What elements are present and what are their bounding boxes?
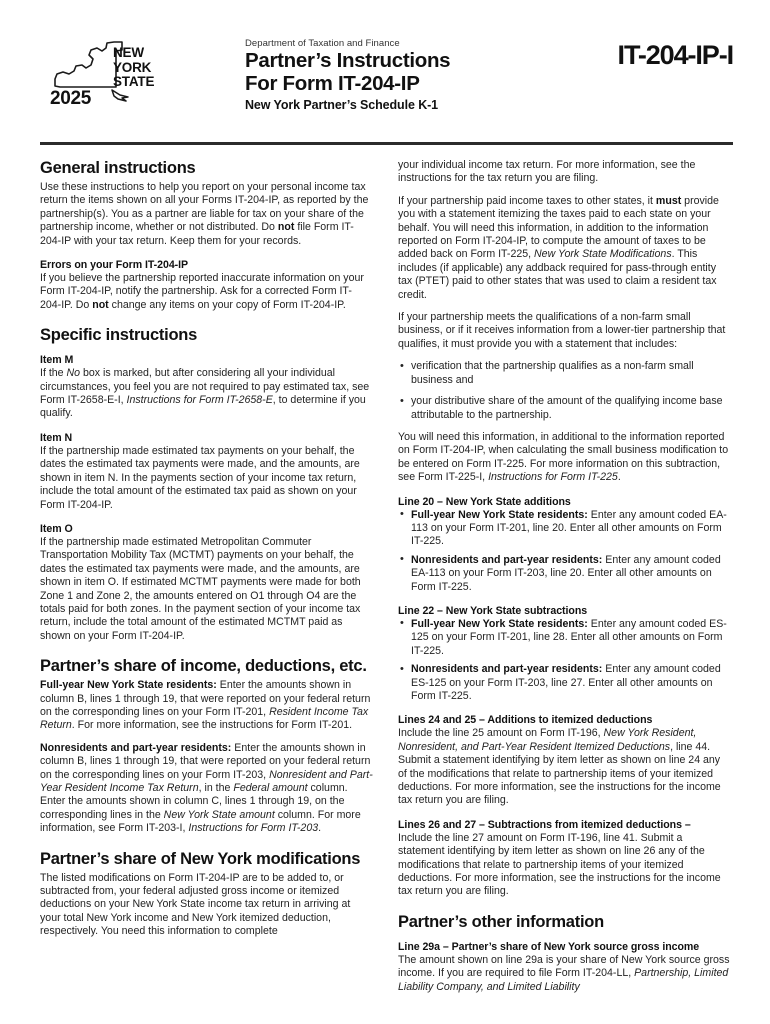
heading-item-n: Item N: [40, 431, 73, 444]
paragraph-line-29a: [398, 954, 731, 994]
item-m-part-a: If the: [40, 367, 67, 380]
line20-b2-text: Enter any amount coded EA-113 on your Form IT-203, line 20. Enter all other amounts on Form IT-225.: [411, 553, 721, 593]
logo-line-new: NEW: [113, 45, 144, 60]
nonres-part-a: Enter the amounts shown in column B, lines 1 through 19, that were reported on your federal return on the corresponding lines on your Form IT-203,: [40, 741, 371, 781]
page-title-line1: Partner’s Instructions: [245, 49, 451, 72]
nonres-italic-instructions: Instructions for Form IT-203: [188, 822, 319, 835]
paragraph-item-n: If the partnership made estimated tax payments on your behalf, the dates the estimated tax payments were made, and the amounts, are shown in item N. In the payments section of your income tax return, include the total amount of the estimated tax paid as shown on your Form IT-204-IP.: [40, 444, 360, 511]
nonres-italic-federal-amount: Federal amount: [233, 782, 308, 794]
new-york-state-logo: [50, 38, 180, 124]
item-m-part-b: box is marked, but after considering all your individual circumstances, you feel you are not required to pay estimated tax, see Form IT-2658-E-I,: [40, 367, 370, 407]
line22-b2-label: Nonresidents and part-year residents:: [411, 663, 603, 676]
nonres-italic-form-title: Nonresident and Part-Year Resident Income Tax Return: [40, 768, 373, 794]
paragraph-lines-26-27: Include the line 27 amount on Form IT-196, line 41. Submit a statement identifying by item letter as shown on line 26 any of the modifications that relate to partnership items of your itemized deductions. For more information, see the instructions for the income tax return you are filing.: [398, 831, 721, 898]
line20-b1-text: Enter any amount coded EA-113 on your Form IT-201, line 20. Enter all other amounts on Form IT-225.: [411, 508, 727, 548]
list-small-business-requirements: [398, 360, 731, 422]
heading-lines-26-27: Lines 26 and 27 – Subtractions from itemized deductions –: [398, 818, 691, 831]
other-states-part-c: . This includes (if applicable) any addback required for pass-through entity tax (PTET) paid to other states that was used to claim a resident tax credit.: [398, 248, 717, 301]
item-m-part-c: , to determine if you qualify.: [40, 394, 366, 420]
header-divider: [40, 142, 733, 145]
heading-item-o: Item O: [40, 522, 73, 535]
paragraph-item-m: [40, 367, 373, 421]
errors-emphasis: not: [92, 298, 109, 311]
paragraph-general-intro: [40, 181, 373, 248]
small-biz-after-italic: Instructions for Form IT-225: [488, 471, 618, 484]
fullyear-label: Full-year New York State residents:: [40, 679, 217, 692]
line22-b2-text: Enter any amount coded ES-125 on your Form IT-203, line 27. Enter all other amounts on Form IT-225.: [411, 663, 721, 702]
lines2425-part-b: , line 44. Submit a statement identifying by item letter as shown on line 24 any of the modifications that relate to partnership items of your itemized deductions. For more information, see the instructions for the income tax return you are filing.: [398, 740, 721, 807]
title-block: [245, 38, 575, 112]
lines2425-part-a: Include the line 25 amount on Form IT-196,: [398, 727, 604, 740]
paragraph-nonresidents: [40, 742, 373, 836]
heading-line-22: Line 22 – New York State subtractions: [398, 604, 588, 617]
fullyear-italic-form-title: Resident Income Tax Return: [40, 705, 369, 732]
other-states-part-b: provide you with a statement itemizing the taxes paid to each state on your behalf. You will need this information, in addition to the information reported on Form IT-204-IP, to compute the amount of taxes to be added back on Form IT-225,: [398, 194, 719, 261]
line29a-part-a: The amount shown on line 29a is your share of New York source gross income. If you are required to file Form IT-204-LL,: [398, 953, 730, 980]
logo-wordmark: [113, 46, 154, 90]
paragraph-errors: [40, 272, 373, 312]
heading-line-29a: Line 29a – Partner’s share of New York source gross income: [398, 940, 700, 953]
fullyear-part-a: Enter the amounts shown in column B, lines 1 through 19, that were reported on your federal return on the corresponding lines on your Form IT-201,: [40, 679, 371, 718]
general-p1-part-a: Use these instructions to help you report on your personal income tax return the items shown on all your Forms IT-204-IP, as reported by the partnership(s). You as a partner are liable for tax on your share of the partnership income, whether or not distributed. Do: [40, 181, 369, 234]
paragraph-ny-modifications: The listed modifications on Form IT-204-IP are to be added to, or subtracted from, your federal adjusted gross income or itemized deductions on your New York State income tax return in arriving at your total New York income and New York itemized deduction, respectively. You need this information to complete: [40, 871, 351, 938]
heading-errors-on-form: Errors on your Form IT-204-IP: [40, 259, 189, 272]
other-states-part-a: If your partnership paid income taxes to other states, it: [398, 194, 656, 207]
heading-share-of-income: Partner’s share of income, deductions, etc.: [40, 657, 367, 676]
list-line-20: [398, 509, 731, 594]
page-header: [40, 38, 733, 134]
item-m-italic-no: No: [66, 367, 81, 380]
right-column: [398, 159, 731, 994]
line20-b2-label: Nonresidents and part-year residents:: [411, 553, 603, 566]
paragraph-other-states: [398, 195, 731, 302]
page-subtitle: New York Partner’s Schedule K-1: [245, 98, 439, 112]
list-item: [398, 509, 731, 549]
paragraph-small-business-after: [398, 431, 731, 485]
heading-other-information: Partner’s other information: [398, 912, 604, 931]
errors-part-b: change any items on your copy of Form IT-204-IP.: [108, 298, 346, 311]
page-title-line2: For Form IT-204-IP: [245, 71, 420, 95]
paragraph-small-business-intro: If your partnership meets the qualifications of a non-farm small business, or if it receives information from a lower-tier partnership that qualifies, it must provide you with a statement that includes:: [398, 311, 726, 350]
list-item: • verification that the partnership qualifies as a non-farm small business and: [398, 360, 731, 387]
heading-ny-modifications: Partner’s share of New York modifications: [40, 849, 361, 868]
logo-line-state: STATE: [113, 74, 155, 89]
general-p1-emphasis: not: [277, 221, 295, 234]
errors-part-a: If you believe the partnership reported inaccurate information on your Form IT-204-IP, notify the partnership. Ask for a corrected Form IT-204-IP. Do: [40, 272, 364, 311]
line29a-italic-form-title: Partnership, Limited Liability Company, and Limited Liability: [398, 967, 729, 993]
fullyear-part-b: . For more information, see the instructions for Form IT-201.: [71, 719, 353, 732]
list-line-22: [398, 618, 731, 703]
heading-general-instructions: General instructions: [40, 159, 196, 177]
line22-b1-label: Full-year New York State residents:: [411, 617, 588, 630]
lines2425-italic-form-title: New York Resident, Nonresident, and Part-Year Resident Itemized Deductions: [398, 727, 697, 753]
heading-lines-24-25: Lines 24 and 25 – Additions to itemized deductions: [398, 714, 653, 727]
heading-line-20: Line 20 – New York State additions: [398, 495, 571, 508]
paragraph-item-o: If the partnership made estimated Metropolitan Commuter Transportation Mobility Tax (MCTMT) payments on your behalf, the dates the estimated tax payments were made, and the amounts, are shown in item O. If estimated MCTMT payments were made for both Zone 1 and Zone 2, the amounts entered on O1 through O4 are the totals paid for both zones. In the payment section of your income tax return, include the total amount of the estimated MCTMT paid as shown on your Form IT-204-IP.: [40, 535, 361, 642]
line20-b1-label: Full-year New York State residents:: [411, 508, 588, 521]
nonres-label: Nonresidents and part-year residents:: [40, 741, 232, 754]
small-biz-after-part-b: .: [617, 471, 621, 484]
other-states-italic-form-title: New York State Modifications: [534, 248, 672, 261]
list-item: • your distributive share of the amount of the qualifying income base attributable to the partnership.: [398, 395, 731, 422]
form-number: IT-204-IP-I: [617, 40, 733, 70]
small-biz-after-part-a: You will need this information, in additional to the information reported on Form IT-204-IP, when calculating the small business modification to be entered on Form IT-225. For more information on this subtraction, see Form IT-225-I,: [398, 430, 729, 484]
paragraph-fullyear-residents: [40, 679, 373, 733]
item-m-italic-form-title: Instructions for Form IT-2658-E: [126, 394, 273, 407]
body-columns: [40, 159, 733, 994]
nonres-part-b: , in the: [198, 782, 234, 794]
nonres-part-e: .: [318, 822, 322, 835]
general-p1-part-b: file Form IT-204-IP with your tax return. Keep them for your records.: [40, 221, 354, 247]
heading-specific-instructions: Specific instructions: [40, 326, 198, 345]
heading-item-m: Item M: [40, 354, 74, 367]
nonres-part-d: column. For more information, see Form IT-203-I,: [40, 808, 361, 835]
left-column: [40, 159, 373, 939]
list-item: [398, 618, 731, 658]
tax-year: 2025: [50, 88, 92, 109]
paragraph-lines-24-25: [398, 727, 731, 807]
list-item: [398, 554, 731, 594]
paragraph-continued: your individual income tax return. For more information, see the instructions for the tax return you are filing.: [398, 159, 696, 185]
line22-b1-text: Enter any amount coded ES-125 on your Form IT-201, line 28. Enter all other amounts on Form IT-225.: [411, 617, 727, 657]
page-title: [245, 50, 575, 95]
other-states-emphasis: must: [655, 194, 682, 207]
nonres-italic-nys-amount: New York State amount: [163, 808, 275, 821]
department-name: Department of Taxation and Finance: [245, 38, 400, 49]
list-item: [398, 663, 731, 703]
nonres-part-c: column. Enter the amounts shown in column C, lines 1 through 19, on the corresponding lines in the: [40, 782, 348, 821]
logo-line-york: YORK: [113, 59, 152, 75]
